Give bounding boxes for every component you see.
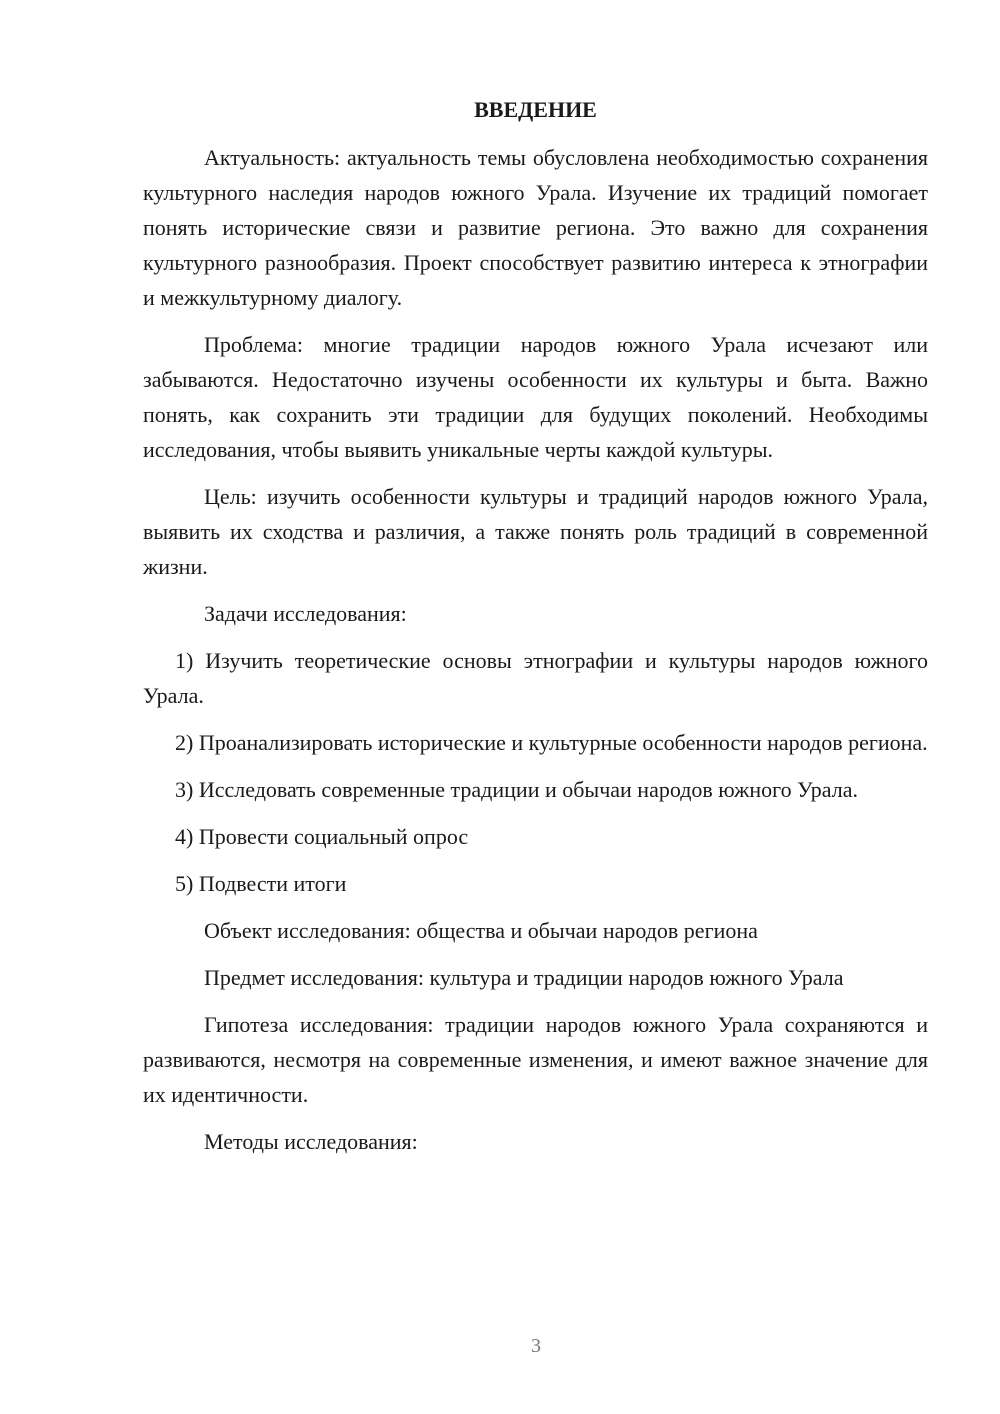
tasks-heading: Задачи исследования: <box>204 601 407 626</box>
page-content <box>143 96 928 1171</box>
research-subject: Предмет исследования: культура и традиции народов южного Урала <box>204 965 844 990</box>
research-methods: Методы исследования: <box>204 1129 418 1154</box>
task-item-2: 2) Проанализировать исторические и культурные особенности народов региона. <box>175 730 928 755</box>
task-item-5: 5) Подвести итоги <box>175 871 347 896</box>
research-hypothesis: Гипотеза исследования: традиции народов южного Урала сохраняются и развиваются, несмотря на современные изменения, и имеют важное значение для их идентичности. <box>143 1012 928 1107</box>
goal-paragraph: Цель: изучить особенности культуры и традиций народов южного Урала, выявить их сходства и различия, а также понять роль традиций в современной жизни. <box>143 484 928 579</box>
task-item-3: 3) Исследовать современные традиции и обычаи народов южного Урала. <box>175 777 858 802</box>
task-item-4: 4) Провести социальный опрос <box>175 824 469 849</box>
problem-paragraph: Проблема: многие традиции народов южного Урала исчезают или забываются. Недостаточно изучены особенности их культуры и быта. Важно понять, как сохранить эти традиции для будущих поколений. Необходимы исследования, чтобы выявить уникальные черты каждой культуры. <box>143 332 928 462</box>
relevance-paragraph: Актуальность: актуальность темы обусловлена необходимостью сохранения культурного наследия народов южного Урала. Изучение их традиций помогает понять исторические связи и развитие региона. Это важно для сохранения культурного разнообразия. Проект способствует развитию интереса к этнографии и межкультурному диалогу. <box>143 145 928 310</box>
task-item-1: 1) Изучить теоретические основы этнографии и культуры народов южного Урала. <box>143 648 928 708</box>
page-title: ВВЕДЕНИЕ <box>474 97 597 122</box>
page-number: 3 <box>531 1335 541 1357</box>
research-object: Объект исследования: общества и обычаи народов региона <box>204 918 758 943</box>
